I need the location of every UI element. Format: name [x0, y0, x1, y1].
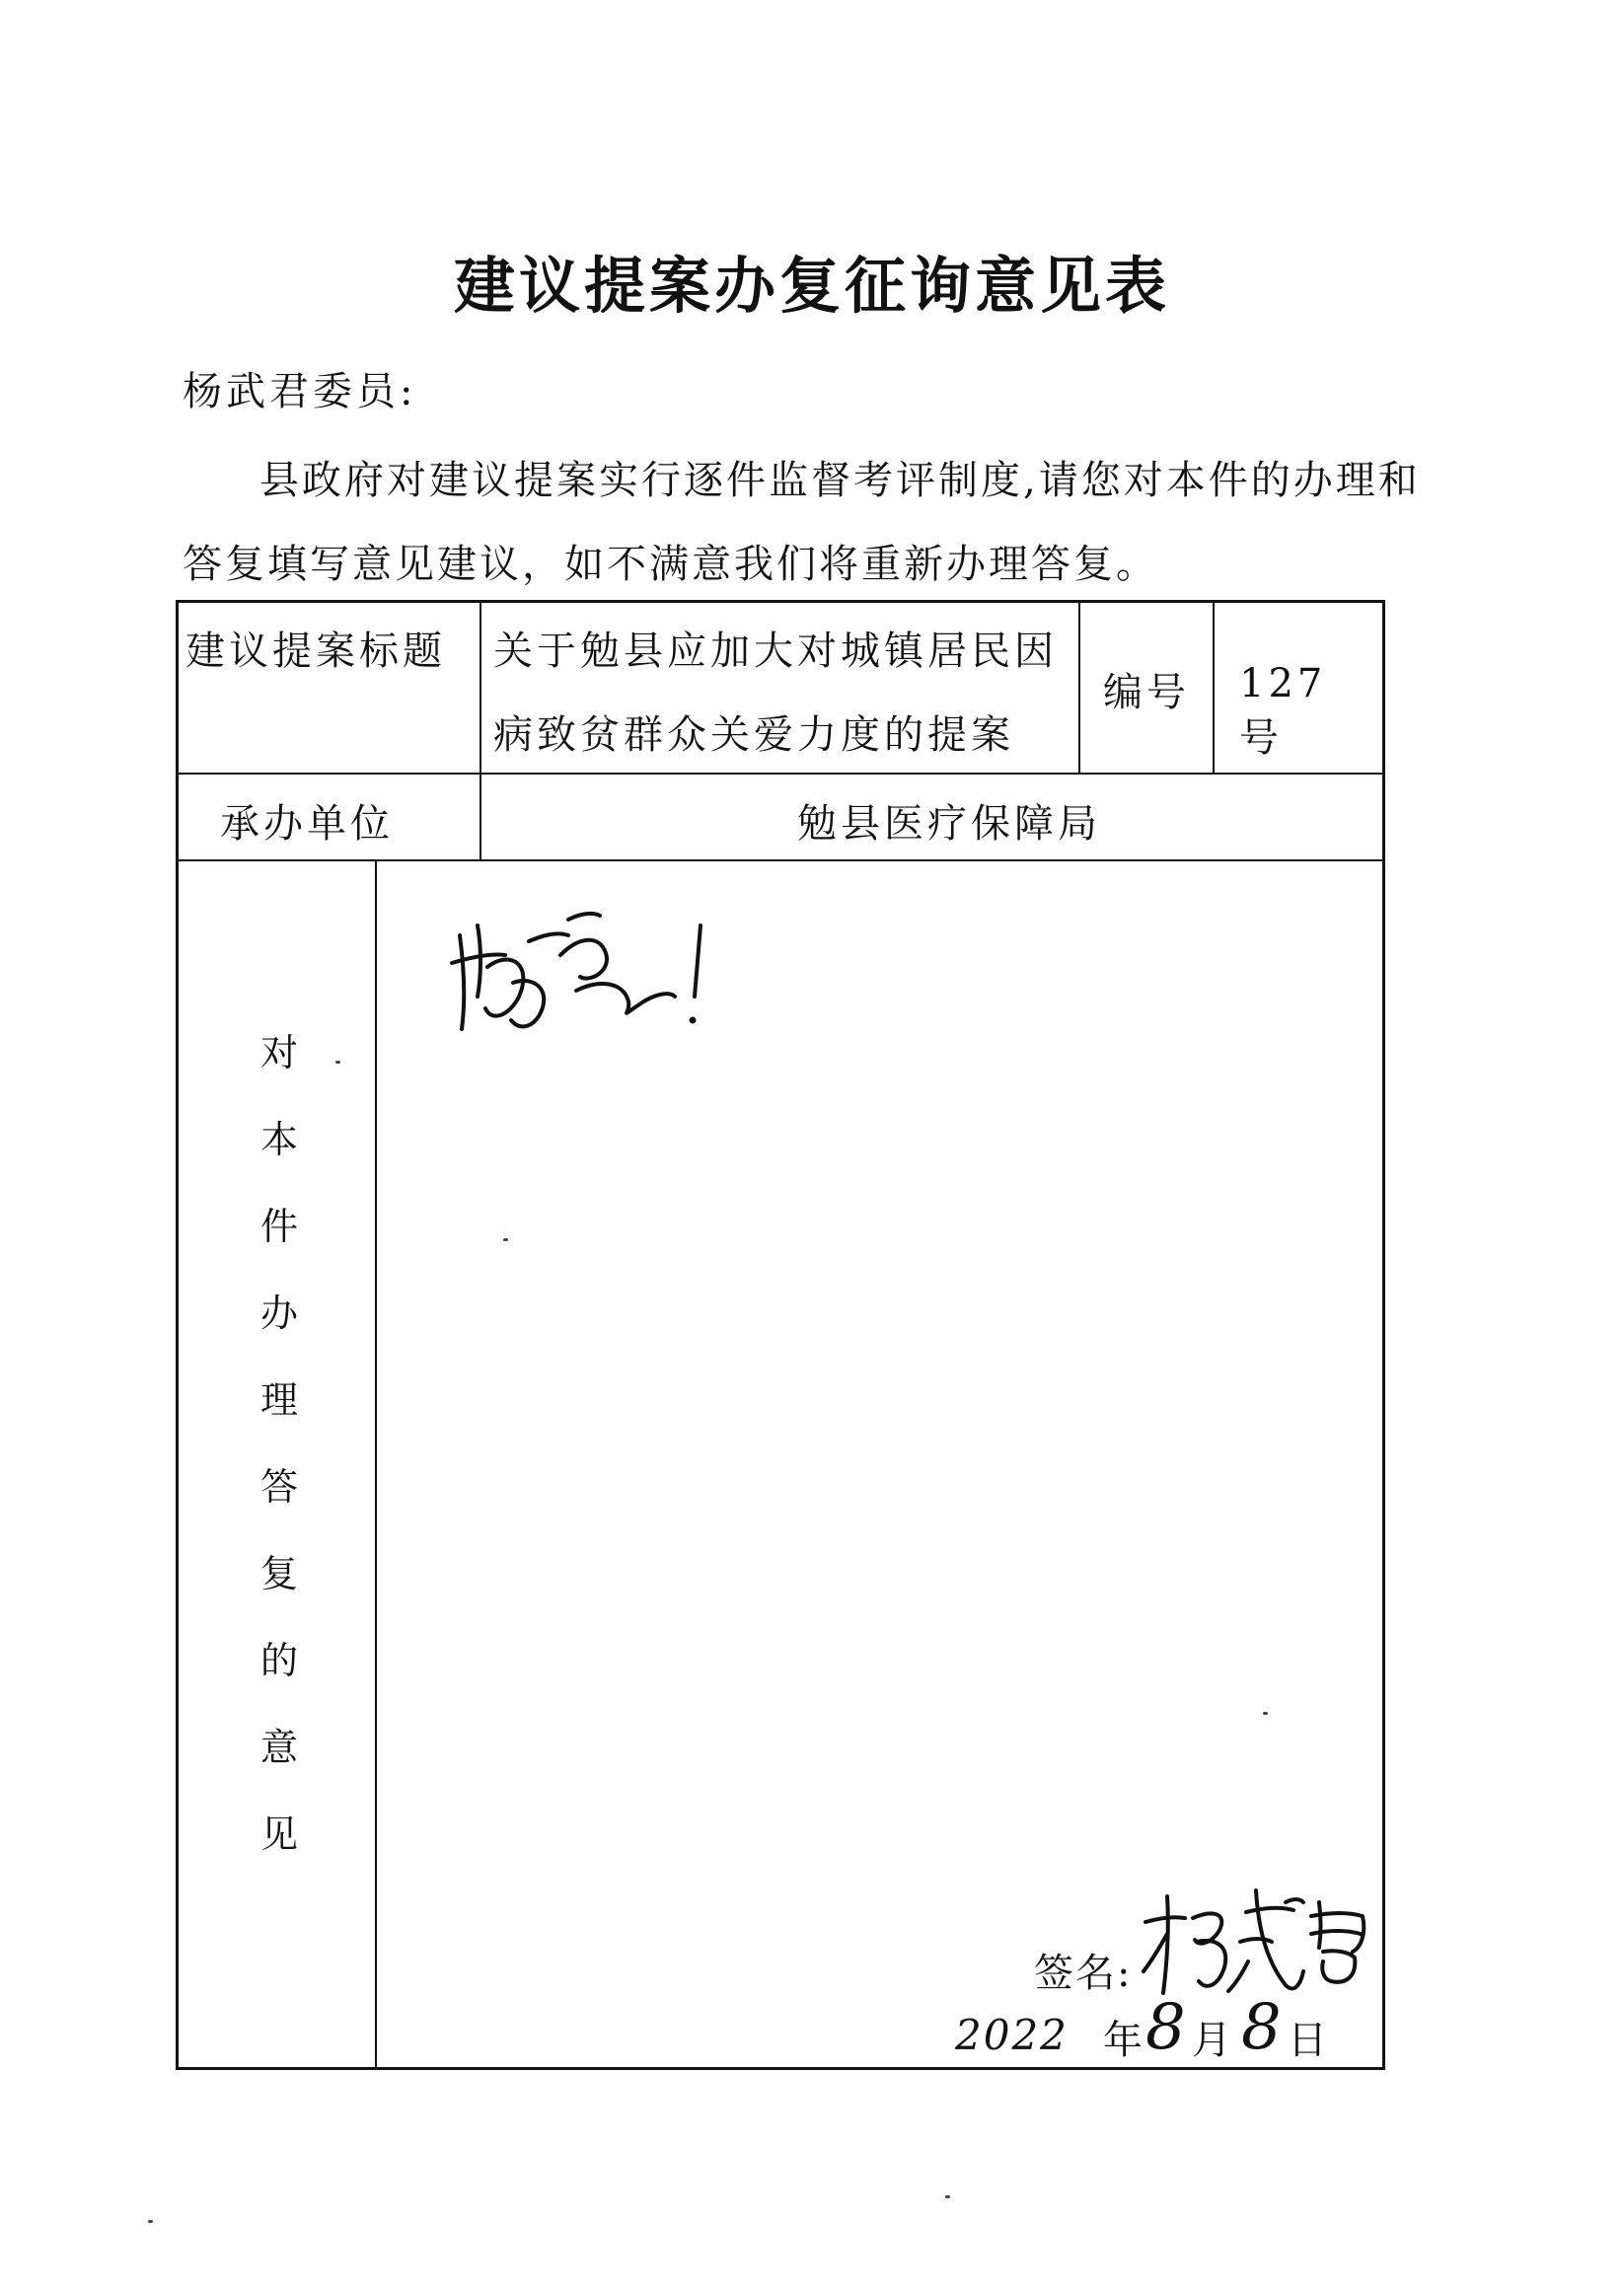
- number-label: 编号: [1103, 670, 1190, 715]
- opinion-label: [250, 1009, 309, 1878]
- row-divider: [176, 859, 1385, 861]
- document-title: 建议提案办复征询意见表: [453, 250, 1170, 322]
- column-divider: [1078, 600, 1080, 773]
- opinion-label-char: 对: [259, 1031, 298, 1074]
- signature-label: 签名:: [1034, 1951, 1133, 1996]
- intro-line-1: 县政府对建议提案实行逐件监督考评制度,请您对本件的办理和: [259, 458, 1421, 503]
- scan-speck: [1263, 1712, 1268, 1715]
- date-year-unit: 年: [1103, 2018, 1143, 2063]
- intro-line-2: 答复填写意见建议，如不满意我们将重新办理答复。: [183, 542, 1158, 587]
- signature: [1138, 1883, 1379, 2001]
- scan-speck: [148, 2220, 153, 2223]
- opinion-label-char: 办: [259, 1292, 298, 1335]
- date-day-unit: 日: [1288, 2018, 1327, 2063]
- unit-value: 勉县医疗保障局: [797, 801, 1101, 847]
- opinion-label-char: 见: [259, 1813, 298, 1856]
- opinion-label-char: 复: [259, 1552, 298, 1595]
- scan-speck: [503, 1238, 508, 1241]
- scan-speck: [945, 2195, 950, 2198]
- salutation: 杨武君委员:: [183, 369, 417, 414]
- opinion-label-char: 理: [259, 1378, 298, 1422]
- scan-speck: [335, 1061, 340, 1064]
- date-month-unit: 月: [1192, 2018, 1231, 2063]
- proposal-title-label: 建议提案标题: [185, 629, 446, 674]
- opinion-label-char: 本: [259, 1118, 298, 1161]
- opinion-label-char: 答: [259, 1465, 298, 1509]
- handwritten-comment: [442, 906, 728, 1044]
- date-day: 8: [1241, 1991, 1282, 2064]
- proposal-title-line-1: 关于勉县应加大对城镇居民因: [493, 629, 1058, 674]
- column-divider: [1213, 600, 1215, 773]
- row-divider: [176, 773, 1385, 775]
- date-year: 2022: [955, 2011, 1069, 2059]
- opinion-form-table: [176, 600, 1385, 2070]
- opinion-label-char: 的: [259, 1639, 298, 1682]
- date: [955, 1991, 1369, 2064]
- column-divider: [480, 600, 481, 859]
- column-divider: [375, 859, 377, 2070]
- number-value: 127 号: [1239, 661, 1327, 761]
- opinion-label-char: 意: [259, 1726, 298, 1769]
- date-month: 8: [1145, 1991, 1186, 2064]
- proposal-title-line-2: 病致贫群众关爱力度的提案: [493, 712, 1014, 758]
- unit-label: 承办单位: [220, 801, 394, 847]
- opinion-label-char: 件: [259, 1205, 298, 1248]
